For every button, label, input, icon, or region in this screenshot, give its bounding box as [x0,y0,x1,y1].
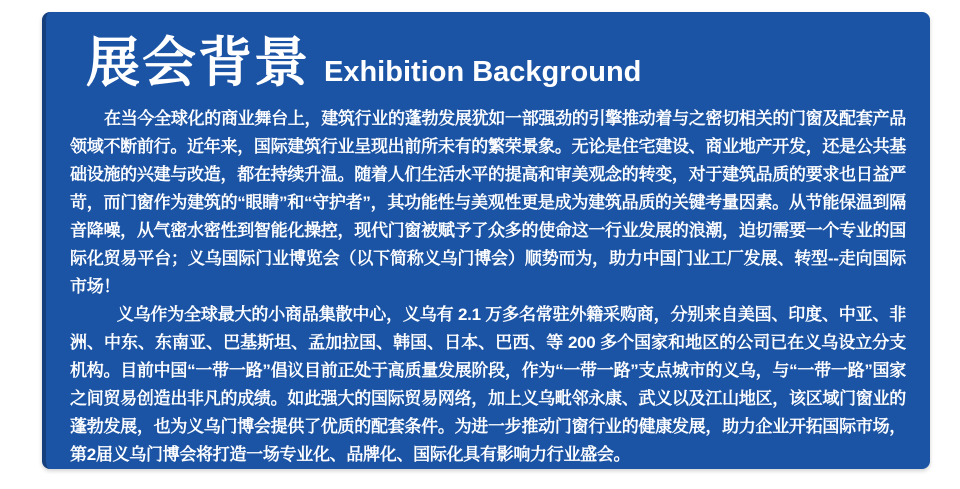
section-body [46,93,930,469]
background-paragraph-2: 义乌作为全球最大的小商品集散中心，义乌有 2.1 万多名常驻外籍采购商，分别来自美国、印度、中亚、非洲、中东、东南亚、巴基斯坦、孟加拉国、韩国、日本、巴西、等 200 多个国家和地区的公司已在义乌设立分支机构。目前中国“一带一路”倡议目前正处于高质量发展阶段，作为“一带一路”支点城市的义乌，与“一带一路”国家之间贸易创造出非凡的成绩。如此强大的国际贸易网络，加上义乌毗邻永康、武义以及江山地区，该区域门窗业的蓬勃发展，也为义乌门博会提供了优质的配套条件。为进一步推动门窗行业的健康发展，助力企业开拓国际市场，第2届义乌门博会将打造一场专业化、品牌化、国际化具有影响力行业盛会。 [70,305,906,465]
background-paragraph-1: 在当今全球化的商业舞台上，建筑行业的蓬勃发展犹如一部强劲的引擎推动着与之密切相关的门窗及配套产品领域不断前行。近年来，国际建筑行业呈现出前所未有的繁荣景象。无论是住宅建设、商业地产开发，还是公共基础设施的兴建与改造，都在持续升温。随着人们生活水平的提高和审美观念的转变，对于建筑品质的要求也日益严苛，而门窗作为建筑的“眼睛”和“守护者”，其功能性与美观性更是成为建筑品质的关键考量因素。从节能保温到隔音降噪，从气密水密性到智能化操控，现代门窗被赋予了众多的使命这一行业发展的浪潮，迫切需要一个专业的国际化贸易平台；义乌国际门业博览会（以下简称义乌门博会）顺势而为，助力中国门业工厂发展、转型--走向国际市场！ [70,109,906,297]
exhibition-background-panel [42,12,930,469]
section-header [46,12,930,93]
section-title-en: Exhibition Background [324,56,642,88]
section-title-zh: 展会背景 [86,33,310,93]
